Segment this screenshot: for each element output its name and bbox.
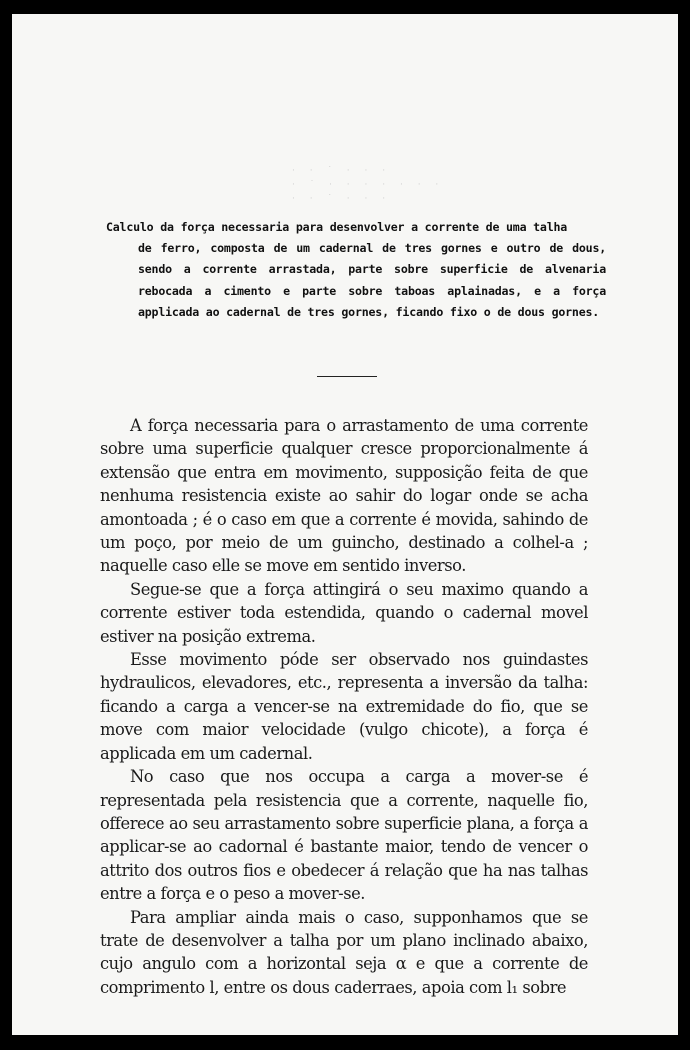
bleed-through-marks: · · ˙ · · · · ˙ · · · · · · · · · ˙ · · · [292, 166, 445, 204]
paragraph: No caso que nos occupa a carga a mover-se é representada pela resistencia que a corrente, naquelle fio, offerece ao seu arrastamento sobre superficie plana, a força a applicar-se ao cadornal é bastante maior, tendo de vencer o attrito dos outros fios e obedecer á relação que ha nas talhas entre a força e o peso a mover-se. [100, 767, 588, 904]
paragraph: Para ampliar ainda mais o caso, supponhamos que se trate de desenvolver a talha por um plano inclinado abaixo, cujo angulo com a horizontal seja α e que a corrente de comprimento l, entre os dous caderraes, apoia com l₁ sobre [100, 907, 588, 997]
paragraph: Segue-se que a força attingirá o seu maximo quando a corrente estiver toda estendida, quando o cadernal movel estiver na posição extrema. [100, 579, 588, 646]
paragraph: A força necessaria para o arrastamento de uma corrente sobre uma superficie qualquer cresce proporcionalmente á extensão que entra em movimento, supposição feita de que nenhuma resistencia existe ao sahir do logar onde se acha amontoada ; é o caso em que a corrente é movida, sahindo de um poço, por meio de um guincho, destinado a colhel-a ; naquelle caso elle se move em sentido inverso. [100, 416, 588, 576]
heading-continuation: de ferro, composta de um cadernal de tres gornes e outro de dous, sendo a corrente arrastada, parte sobre superficie de alvenaria rebocada a cimento e parte sobre taboas aplainadas, e a força applicada ao cadernal de tres gornes, ficando fixo o de dous gornes. [138, 241, 606, 319]
section-divider [317, 376, 377, 377]
heading-first-line: Calculo da força necessaria para desenvolver a corrente de uma talha [106, 220, 568, 234]
body-text [100, 414, 588, 999]
section-heading [106, 217, 606, 323]
document-page [12, 14, 678, 1035]
paragraph: Esse movimento póde ser observado nos guindastes hydraulicos, elevadores, etc., representa a inversão da talha: ficando a carga a vencer-se na extremidade do fio, que se move com maior velocidade (vulgo chicote), a força é applicada em um cadernal. [100, 650, 588, 763]
